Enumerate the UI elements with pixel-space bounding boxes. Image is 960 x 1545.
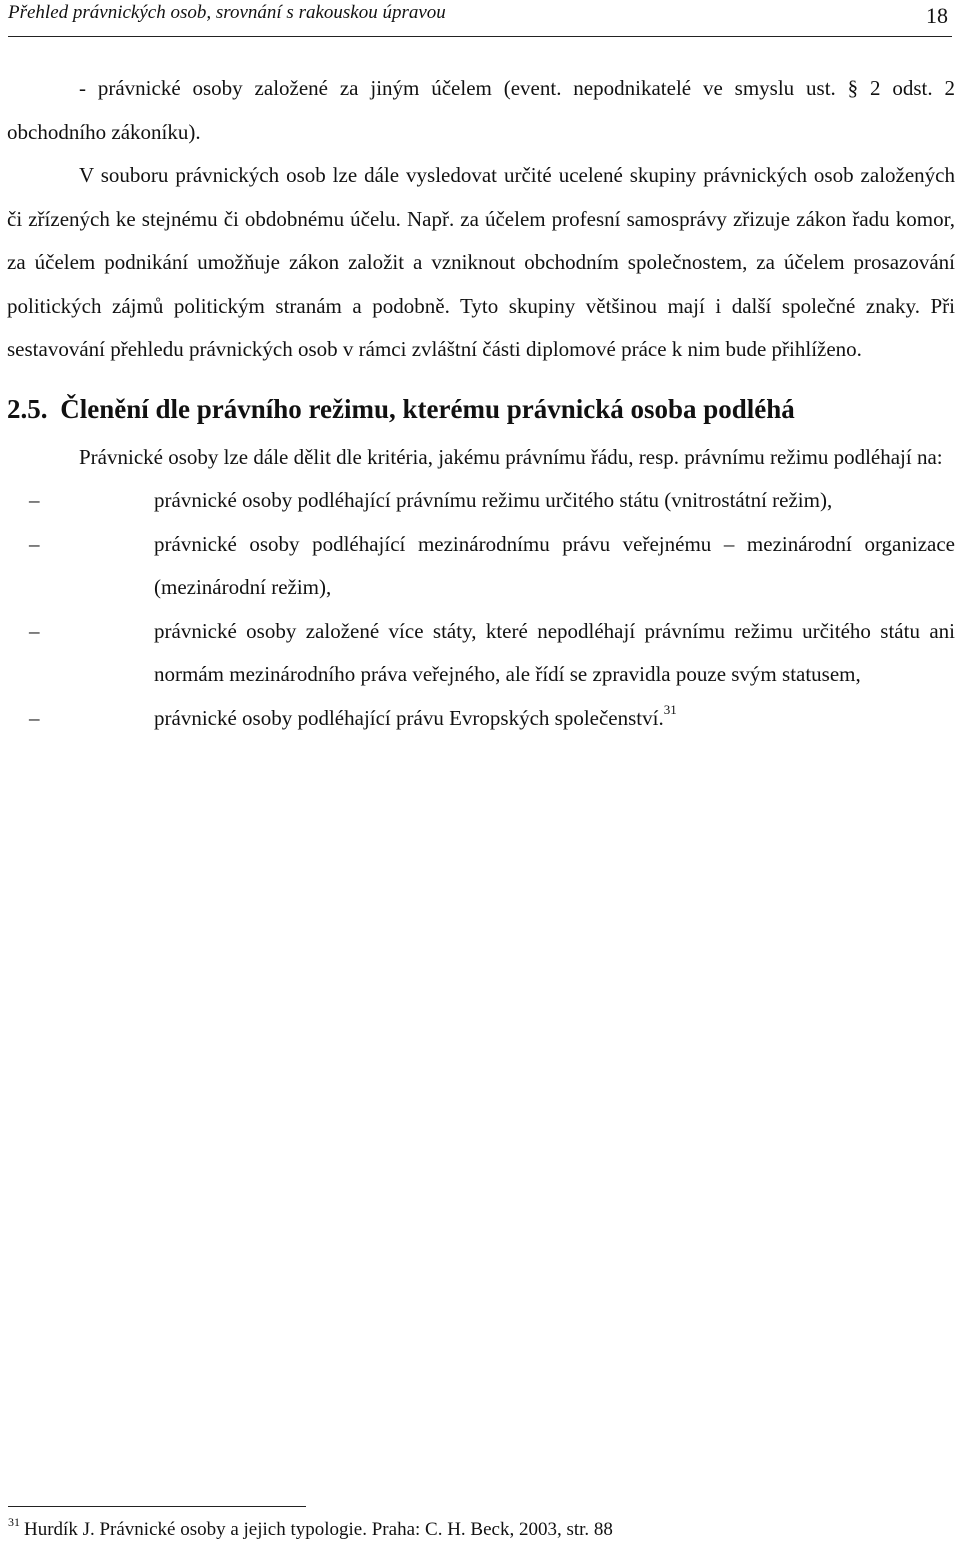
footnote-text: Hurdík J. Právnické osoby a jejich typologie. Praha: C. H. Beck, 2003, str. 88 (24, 1519, 613, 1540)
dash-marker: – (29, 531, 40, 556)
dash-marker: – (29, 488, 40, 512)
dash-marker: – (29, 618, 40, 643)
section-number: 2.5. (7, 393, 48, 424)
footnote-reference[interactable]: 31 (663, 701, 677, 717)
list-item-text: právnické osoby podléhající právnímu režimu určitého státu (vnitrostátní režim), (154, 488, 833, 512)
running-title: Přehled právnických osob, srovnání s rakouskou úpravou (8, 2, 446, 23)
regime-list (7, 479, 955, 740)
footnote (8, 1515, 613, 1542)
list-item (29, 479, 955, 523)
list-item (29, 523, 955, 610)
page-number: 18 (926, 3, 948, 28)
list-item (29, 697, 955, 741)
footnote-divider (8, 1506, 306, 1507)
paragraph-continuation: - právnické osoby založené za jiným účelem (event. nepodnikatelé ve smyslu ust. § 2 odst. 2 obchodního zákoníku). (7, 76, 955, 144)
list-item-text: právnické osoby podléhající mezinárodnímu právu veřejnému – mezinárodní organizace (mezinárodní režim), (154, 531, 955, 599)
section-heading (7, 385, 955, 433)
dash-marker: – (29, 705, 40, 730)
paragraph-groups: V souboru právnických osob lze dále vysledovat určité ucelené skupiny právnických osob založených či zřízených ke stejnému či obdobnému účelu. Např. za účelem profesní samosprávy zřizuje zákon řadu komor, za účelem podnikání umožňuje zákon založit a vzniknout obchodním společnostem, za účelem prosazování politických zájmů politickým stranám a podobně. Tyto skupiny většinou mají i další společné znaky. Při sestavování přehledu právnických osob v rámci zvláštní části diplomové práce k nim bude přihlíženo. (7, 163, 955, 361)
section-intro: Právnické osoby lze dále dělit dle kritéria, jakému právnímu řádu, resp. právnímu režimu podléhají na: (79, 444, 943, 469)
footnote-number: 31 (8, 1515, 20, 1529)
section-title: Členění dle právního režimu, kterému právnická osoba podléhá (60, 393, 795, 424)
list-item-text: právnické osoby podléhající právu Evropských společenství. (154, 705, 664, 730)
page-body (7, 67, 955, 740)
list-item (29, 610, 955, 697)
page-header (8, 0, 952, 37)
list-item-text: právnické osoby založené více státy, které nepodléhají právnímu režimu určitého státu ani normám mezinárodního práva veřejného, ale řídí se zpravidla pouze svým statusem, (154, 618, 955, 686)
